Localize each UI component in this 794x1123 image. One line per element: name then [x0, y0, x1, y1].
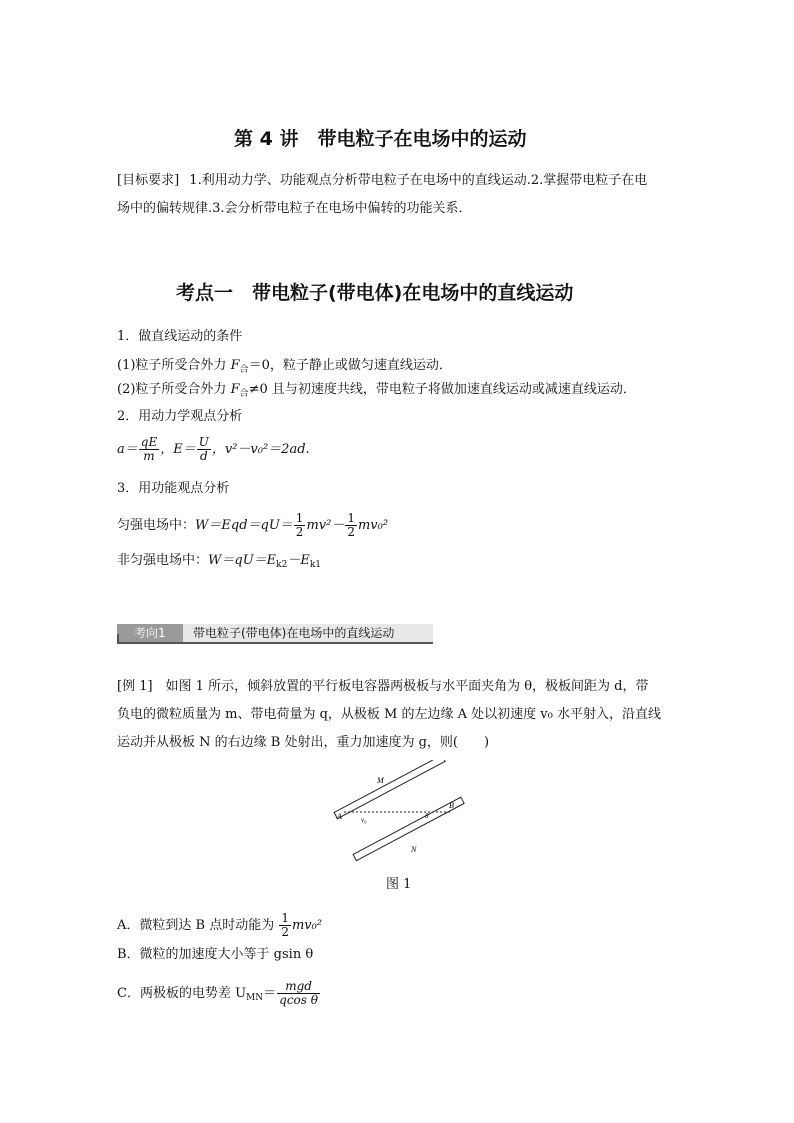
goals-line-1 [117, 172, 647, 190]
formula-a: a＝ [117, 442, 138, 457]
plate-n [353, 797, 464, 860]
point-1-a [117, 357, 452, 379]
fraction-half [279, 912, 291, 939]
option-b: B．微粒的加速度大小等于 gsin θ [117, 947, 314, 962]
fraction-numerator: U [198, 435, 209, 449]
point-1-a-pre: (1)粒子所受合外力 [117, 358, 231, 373]
topic-bar-underline [117, 642, 433, 644]
formula-work-2: W＝qU＝E [208, 553, 277, 568]
dynamics-formula [117, 436, 310, 463]
plate-m [334, 760, 445, 819]
topic-bar [117, 624, 433, 644]
label-b: B [449, 801, 454, 810]
option-a [117, 912, 322, 939]
label-theta: θ [425, 812, 429, 820]
fraction-numerator: qE [140, 435, 158, 449]
point-1-heading: 1．做直线运动的条件 [117, 329, 243, 344]
fraction-denominator: d [199, 449, 208, 463]
fraction-mgd [277, 980, 320, 1007]
label-n: N [411, 845, 417, 854]
fraction-denominator: 2 [295, 525, 304, 539]
fraction-denominator: 2 [347, 525, 355, 539]
topic-bar-label: 考向1 [117, 624, 183, 642]
option-c-text: C．两极板的电势差 U [117, 986, 247, 1001]
uniform-field-formula [117, 512, 388, 539]
goals-line-2: 场中的偏转规律.3.会分析带电粒子在电场中偏转的功能关系． [117, 201, 472, 216]
formula-mv02: mv₀² [357, 518, 389, 533]
fraction-denominator: m [143, 449, 155, 463]
formula-kinematics: ，v²－v₀²＝2ad. [211, 442, 310, 457]
formula-work: W＝Eqd＝qU＝ [195, 518, 293, 533]
point-2-heading: 2．用动力学观点分析 [117, 409, 243, 424]
example-line-2: 负电的微粒质量为 m、带电荷量为 q，从极板 M 的左边缘 A 处以初速度 v₀ 水平射入，沿直线 [117, 707, 661, 722]
fraction-u-d [197, 436, 211, 463]
uniform-label: 匀强电场中： [117, 518, 196, 533]
point-1-b-pre: (2)粒子所受合外力 [117, 382, 231, 397]
section-title: 考点一 带电粒子(带电体)在电场中的直线运动 [176, 282, 574, 304]
formula-e: ，E＝ [160, 442, 196, 457]
option-c-equals: ＝ [263, 986, 277, 1001]
lecture-title: 第 4 讲 带电粒子在电场中的运动 [234, 128, 527, 150]
point-1-a-post: ＝0，粒子静止或做匀速直线运动． [248, 358, 452, 373]
nonuniform-label: 非匀强电场中： [117, 553, 209, 568]
figure-caption: 图 1 [386, 877, 412, 892]
example-line-3: 运动并从极板 N 的右边缘 B 处射出，重力加速度为 g，则( ) [117, 735, 490, 750]
option-a-text: A．微粒到达 B 点时动能为 [117, 918, 279, 933]
fraction-half [345, 512, 357, 539]
force-subscript: 合 [239, 365, 249, 375]
fraction-half [294, 512, 306, 539]
label-m: M [377, 776, 384, 785]
subscript-k1: k1 [309, 560, 322, 570]
option-c-subscript: MN [246, 993, 264, 1003]
force-symbol: F [230, 382, 240, 397]
goals-text-1: 1.利用动力学、功能观点分析带电粒子在电场中的直线运动.2.掌握带电粒子在电 [189, 173, 648, 188]
point-1-b [117, 381, 636, 403]
point-3-heading: 3．用功能观点分析 [117, 481, 230, 496]
fraction-denominator: qcos θ [279, 993, 318, 1007]
example-line-1: [例 1] 如图 1 所示，倾斜放置的平行板电容器两极板与水平面夹角为 θ，极板间距为 d，带 [117, 679, 649, 694]
fraction-numerator: mgd [277, 980, 320, 994]
fraction-qe-m [139, 436, 159, 463]
fraction-numerator: 1 [295, 511, 304, 525]
fraction-numerator: 1 [281, 911, 289, 925]
option-a-formula: mv₀² [291, 918, 323, 933]
subscript-k2: k2 [276, 560, 288, 570]
formula-minus: －E [287, 553, 310, 568]
force-symbol: F [230, 358, 240, 373]
nonuniform-field-formula [117, 552, 321, 574]
label-v0: v₀ [361, 816, 367, 824]
force-subscript: 合 [239, 389, 249, 399]
goals-tag: [目标要求] [117, 173, 180, 188]
point-1-b-post: ≠0 且与初速度共线，带电粒子将做加速直线运动或减速直线运动． [248, 382, 636, 397]
formula-mv2: mv²－ [306, 518, 345, 533]
label-a: A [337, 812, 342, 821]
option-c [117, 980, 321, 1007]
capacitor-figure [330, 760, 470, 870]
fraction-denominator: 2 [281, 925, 289, 939]
topic-bar-text: 带电粒子(带电体)在电场中的直线运动 [183, 624, 433, 642]
fraction-numerator: 1 [347, 511, 355, 525]
